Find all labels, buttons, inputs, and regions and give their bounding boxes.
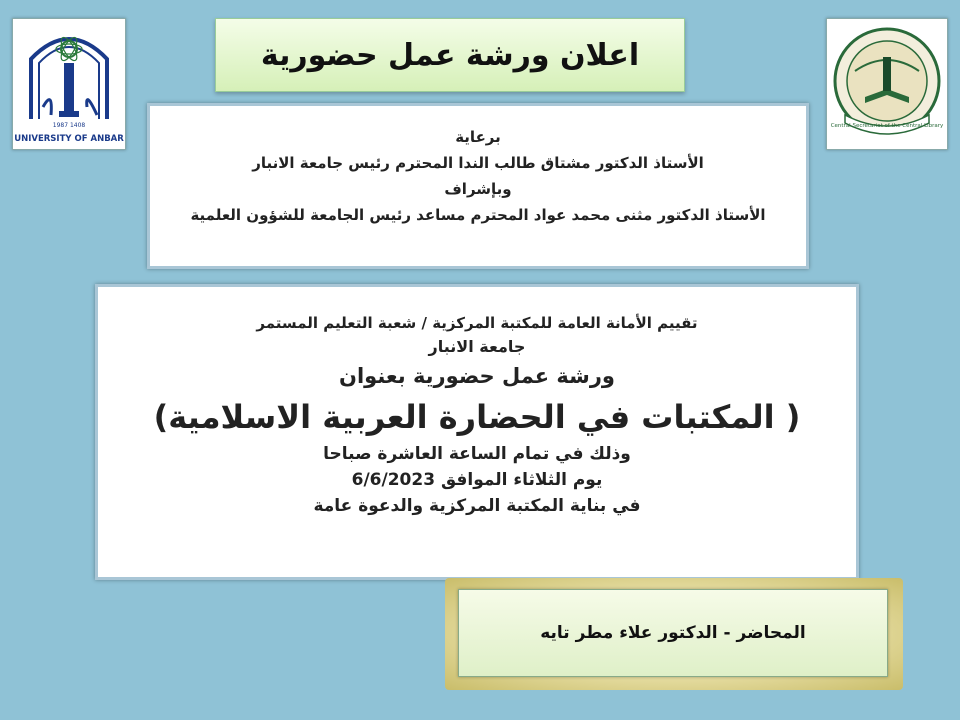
patronage-line-2: الأستاذ الدكتور مشتاق طالب الندا المحترم رئيس جامعة الانبار	[252, 154, 704, 172]
workshop-time: وذلك في تمام الساعة العاشرة صباحا	[323, 444, 631, 464]
university-of-anbar-logo	[12, 18, 126, 150]
lecturer-box	[458, 589, 888, 677]
patronage-line-1: برعاية	[455, 128, 501, 146]
workshop-intro: ورشة عمل حضورية بعنوان	[339, 364, 615, 388]
library-logo-text: Central Secretariat of the Central Library	[830, 123, 944, 129]
lecturer-label: المحاضر - الدكتور علاء مطر تايه	[540, 623, 806, 643]
logo-text: UNIVERSITY OF ANBAR	[14, 134, 124, 144]
workshop-info-panel	[95, 284, 859, 580]
patronage-panel	[147, 103, 809, 269]
announcement-title-box	[215, 18, 685, 92]
workshop-university: جامعة الانبار	[428, 337, 526, 356]
patronage-line-4: الأستاذ الدكتور مثنى محمد عواد المحترم مساعد رئيس الجامعة للشؤون العلمية	[190, 206, 766, 224]
library-logo-icon	[827, 19, 947, 149]
workshop-location: في بناية المكتبة المركزية والدعوة عامة	[313, 496, 641, 516]
central-library-logo	[826, 18, 948, 150]
patronage-line-3: وبإشراف	[444, 180, 512, 198]
announcement-title: اعلان ورشة عمل حضورية	[260, 37, 640, 73]
workshop-organizer: تقييم الأمانة العامة للمكتبة المركزية / شعبة التعليم المستمر	[256, 314, 698, 332]
logo-years: 1987 1408	[52, 122, 86, 129]
university-logo-icon	[13, 19, 125, 149]
workshop-date: يوم الثلاثاء الموافق 6/6/2023	[351, 470, 603, 490]
workshop-title: ( المكتبات في الحضارة العربية الاسلامية)	[153, 398, 801, 436]
